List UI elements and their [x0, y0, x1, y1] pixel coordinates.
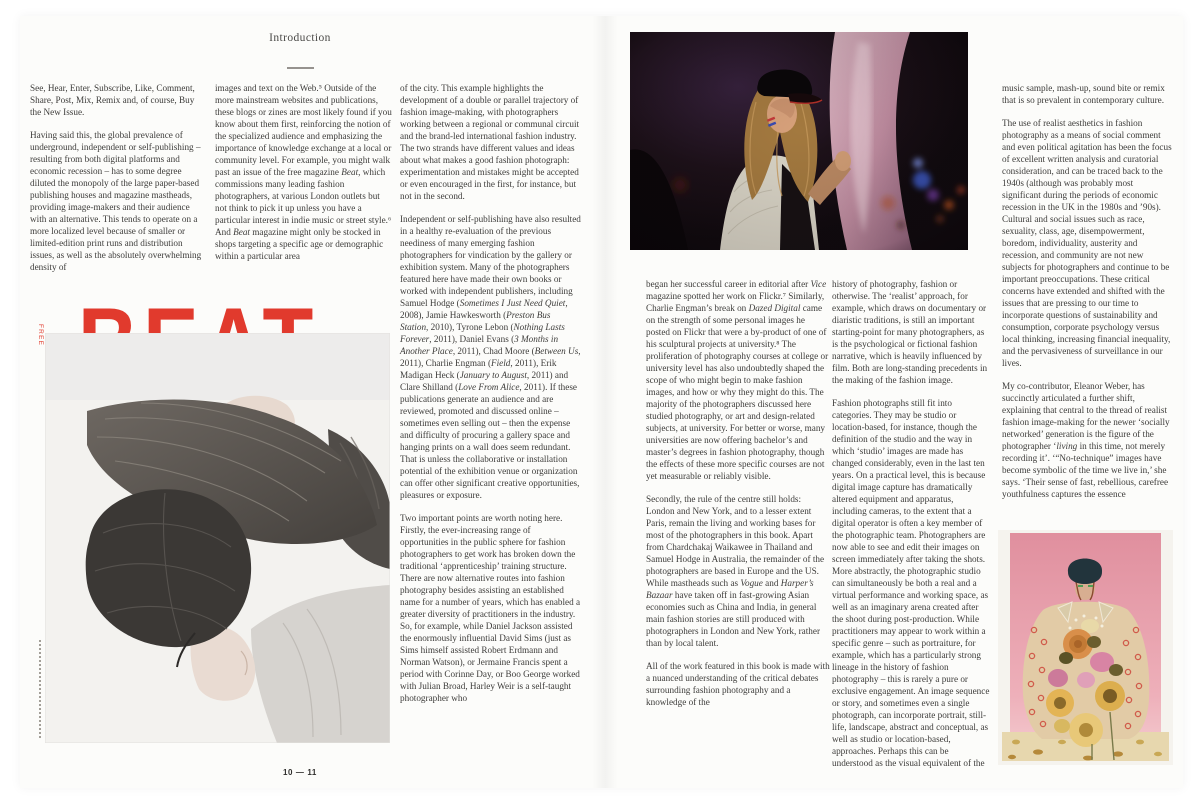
- photo-credit-vertical: [39, 640, 41, 738]
- paragraph: began her successful career in editorial after Vice magazine spotted her work on Flickr.⁷ Similarly, Charlie Engman’s break on Dazed Digital came on the strength of some personal images he posted on Flickr that were a by-product of one of his sculptural projects at university.⁸ The proliferation of photography courses at college or university level has also undoubtedly shaped the scope of who might begin to make fashion images, and how or why they might do this. The majority of the photographers discussed here studied photography, or art and design-related subjects, at university. For better or worse, many universities are now offering bachelor’s and master’s degrees in fashion photography, though the effects of these more specific courses are not yet measurable or reliably visible.: [646, 279, 829, 481]
- two-heads-photo-illustration: [45, 333, 390, 743]
- page-title: Introduction: [269, 32, 331, 44]
- night-photo-illustration: [630, 32, 968, 250]
- paragraph: Two important points are worth noting here. Firstly, the ever-increasing range of opportunities in the public sphere for fashion photographers to get work has broken down the traditional ‘apprenticeship’ training structure. There are now alternative routes into fashion photography besides assisting an established name for a number of years, which has enabled a greater diversity of practitioners in the industry. So, for example, while Daniel Jackson assisted the enormously influential David Sims (just as Sims himself assisted Robert Erdmann and Norman Watson), or Jermaine Francis spent a period with Corinne Day, or Boo George worked with Julian Broad, Harley Weir is a self-taught photographer who: [400, 513, 581, 703]
- paragraph: Fashion photographs still fit into categories. They may be studio or location-based, for instance, though the definition of the studio and the way in which ‘studio’ images are made has changed considerably, even in the last ten years. On a practical level, this is because digital image capture has dramatically altered equipment and apparatus, including cameras, to the extent that a digital operator is often a key member of the photographic team. Photographers are now able to see and edit their images on screen immediately after taking the shots. More abstractly, the photographic studio can simultaneously be both a real and a virtual performance and working space, as well as an imaginary arena created after the shoot during post-production. While practitioners may appear to work within a specific genre – such as portraiture, for example, which has a particularly strong lineage in the history of fashion photography – this is rarely a pure or exclusive engagement. An image sequence or story, and sometimes even a single photograph, can incorporate portrait, still-life, landscape, abstract and conceptual, as well as studio or location-based, approaches. Perhaps this can be understood as the visual equivalent of the: [832, 398, 990, 768]
- book-spread: [20, 16, 1183, 788]
- paragraph: Having said this, the global prevalence of underground, independent or self-publishing – resulting from both digital platforms and economic recession – has to some degree diluted the monopoly of the large paper-based publishing houses and magazine mastheads, providing image-makers and their audience with an alternative. This tends to operate on a more localized level because of smaller or limited-edition print runs and distribution issues, as well as the absolutely overwhelming density of: [30, 130, 202, 272]
- paragraph: All of the work featured in this book is made with a nuanced understanding of the critical debates surrounding fashion photography and a knowledge of the: [646, 661, 830, 707]
- paragraph: The use of realist aesthetics in fashion photography as a means of social comment and even political agitation has been the focus of excellent written analysis and curatorial consideration, and can be traced back to the 1940s (although was probably most significant during the periods of economic recession in the UK in the 1980s and ’90s). Cultural and social issues such as race, sexuality, class, age, disempowerment, boredom, individuality, austerity and recession, and community are not new subjects for photographers and continue to be important preoccupations. These critical concerns have extended and shifted with the issues that are pressing to our time to incorporate questions of sustainability and consumption, corporate psychology versus local thinking, increasing financial inequality, and the pervasiveness of surveillance in our lives.: [1002, 118, 1172, 368]
- paragraph: Independent or self-publishing have also resulted in a healthy re-evaluation of the previous neediness of many emerging fashion photographers for vindication by the gallery or exhibition system. Many of the photographers featured here have made their own books or worked with independent publishers, including Samuel Hodge (Sometimes I Just Need Quiet, 2008), Jamie Hawkesworth (Preston Bus Station, 2010), Tyrone Lebon (Nothing Lasts Forever, 2011), Daniel Evans (3 Months in Another Place, 2011), Chad Moore (Between Us, 2011), Charlie Engman (Field, 2011), Erik Madigan Heck (January to August, 2011) and Clare Shilland (Love From Alice, 2011). If these publications generate an audience and are reviewed, promoted and discussed online – sometimes even selling out – then the expense and difficulty of procuring a gallery space and hanging prints on a wall does seem redundant. That is unless the collaborative or installation potential of the exhibition venue or organization can offer other significant creative opportunities, pleasures or exposure.: [400, 214, 581, 500]
- floral-photo-illustration: [998, 530, 1173, 765]
- text-column-1: [30, 82, 206, 284]
- text-column-5: [832, 278, 990, 780]
- paragraph: history of photography, fashion or otherwise. The ‘realist’ approach, for example, which draws on documentary or diaristic traditions, is still an important starting-point for many photographers, as is the psychological or fictional fashion narrative, which is heavily influenced by film. Both are long-standing precedents in the making of the fashion image.: [832, 279, 988, 385]
- paragraph: Secondly, the rule of the centre still holds: London and New York, and to a lesser extent Paris, remain the living and working bases for most of the photographers in this book. Apart from Chardchakaj Waikawee in Thailand and Samuel Hodge in Australia, the remainder of the photographers are based in Europe and the US. While mastheads such as Vogue and Harper’s Bazaar have taken off in fast-growing Asian economies such as China and India, in general main fashion stories are still produced with photographers in London and New York, rather than by local talent.: [646, 494, 825, 648]
- green-eyeshadow: [1078, 585, 1083, 587]
- free-label-vertical: FREE: [37, 324, 44, 347]
- title-rule: [287, 67, 314, 69]
- paragraph: music sample, mash-up, sound bite or remix that is so prevalent in contemporary culture.: [1002, 83, 1165, 105]
- photo-night-portrait: [630, 32, 968, 250]
- text-column-6: [1002, 82, 1173, 511]
- paragraph: See, Hear, Enter, Subscribe, Like, Comment, Share, Post, Mix, Remix and, of course, Buy the New Issue.: [30, 83, 195, 117]
- text-column-4: [646, 278, 830, 719]
- text-column-2: [215, 82, 393, 273]
- paragraph: My co-contributor, Eleanor Weber, has succinctly articulated a further shift, explaining that central to the thread of realist fashion image-making for the newer ‘socially networked’ generation is the figure of the photographer ‘living in this time, not merely recording it’. ‘“No-technique” images have become symbolic of the time we live in,’ she says. ‘Their sense of fast, rebellious, carefree youthfulness captures the essence: [1002, 381, 1170, 499]
- page-gutter: [592, 16, 618, 788]
- paragraph: of the city. This example highlights the development of a double or parallel trajectory of fashion image-making, with photographers working between a regional or communal circuit and the brand-led international fashion industry. The two strands have different values and ideas about what makes a good fashion photograph: experimentation and mistakes might be accepted or even encouraged in the first, for instance, but not in the second.: [400, 83, 580, 201]
- paragraph: images and text on the Web.⁵ Outside of the more mainstream websites and publications, these blogs or zines are most likely found if you know about them first, reinforcing the notion of the specialized audience and emphasizing the importance of knowledge exchange at a local or community level. For example, you might walk past an issue of the free magazine Beat, which commissions many leading fashion photographers, at various London outlets but not think to pick it up unless you have a particular interest in indie music or street style.⁶ And Beat magazine might only be stocked in shops targeting a specific age or demographic within a particular area: [215, 83, 392, 261]
- page-number: 10 — 11: [282, 768, 317, 777]
- beat-cover-photo: [45, 333, 390, 743]
- text-column-3: [400, 82, 581, 715]
- photo-floral-coat: [998, 530, 1173, 765]
